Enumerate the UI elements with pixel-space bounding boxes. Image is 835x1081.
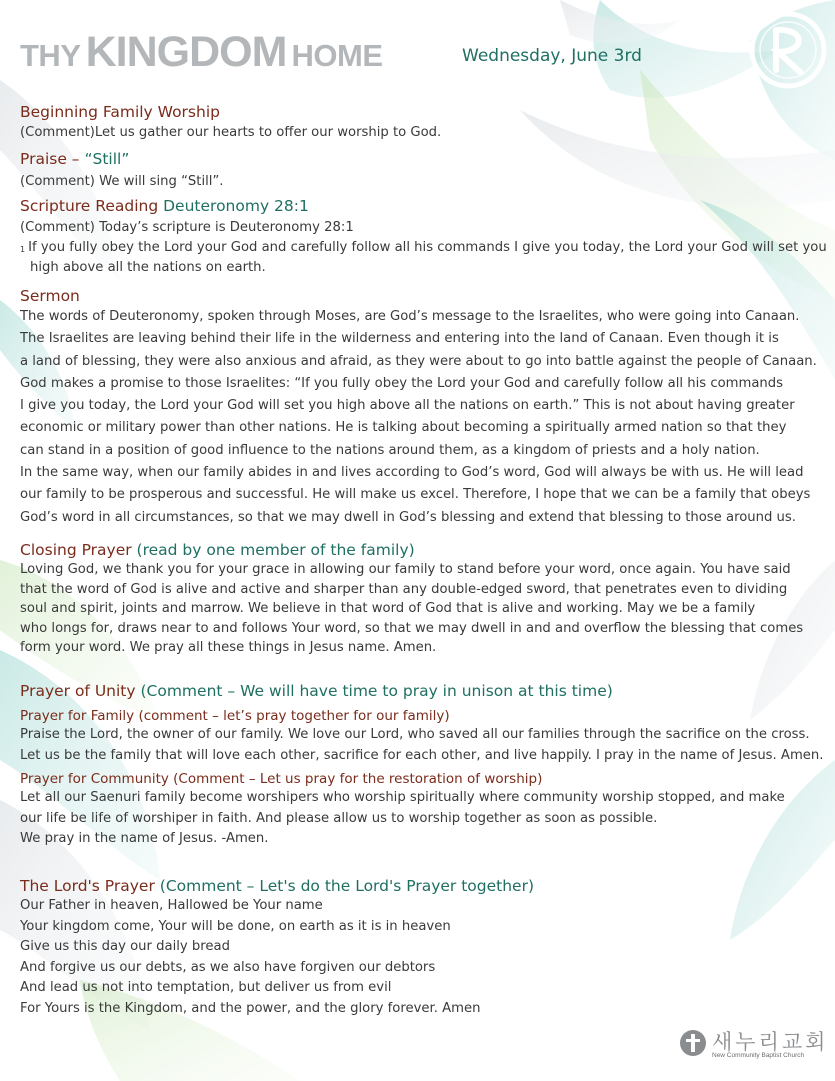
family-prayer-line: Praise the Lord, the owner of our family. We love our Lord, who saved all our families through the sacrifice on the cross. [20,727,810,742]
praise-song-title: “Still” [84,150,130,168]
lords-prayer-line: And forgive us our debts, as we also have forgiven our debtors [20,959,436,975]
community-prayer-line: We pray in the name of Jesus. -Amen. [20,831,269,846]
sermon-heading: Sermon [20,287,80,305]
lords-prayer-line: And lead us not into temptation, but deliver us from evil [20,980,392,995]
sermon-line: The Israelites are leaving behind their life in the wilderness and entering into the land of Canaan. Even though it is [20,331,779,347]
family-prayer-body [20,725,828,766]
lords-prayer-heading [20,876,828,896]
sermon-line: our family to be prosperous and successful. He will make us excel. Therefore, I hope that we can be a family that obeys [20,487,811,503]
scripture-reference: Deuteronomy 28:1 [163,197,309,215]
sermon-line: In the same way, when our family abides in and lives according to God’s word, God will always be with us. He will lead [20,465,804,481]
lords-prayer-line: Give us this day our daily bread [20,939,231,954]
church-name-korean: 새누리교회 [712,1030,829,1054]
sermon-line: can stand in a position of good influence to the nations around them, as a kingdom of priests and a holy nation. [20,442,760,458]
lords-prayer-body [20,896,828,1019]
title-kingdom: KINGDOM [85,28,287,76]
lords-prayer-line: For Yours is the Kingdom, and the power, and the glory forever. Amen [20,1000,481,1016]
family-prayer-line: Let us be the family that will love each other, sacrifice for each other, and live happily. I pray in the name of Jesus. Amen. [20,747,824,763]
unity-note: (Comment – We will have time to pray in unison at this time) [140,682,613,700]
section-sermon [20,286,828,529]
unity-heading [20,681,828,701]
title-thy: THY [20,38,81,73]
scripture-heading [20,196,828,216]
unity-heading-label: Prayer of Unity [20,682,141,700]
family-prayer-heading: Prayer for Family (comment – let’s pray together for our family) [20,708,450,724]
page-title [20,28,383,77]
community-prayer-body [20,788,828,850]
closing-line: soul and spirit, joints and marrow. We believe in that word of God that is alive and working. May we be a family [20,601,756,617]
sermon-line: God’s word in all circumstances, so that we may dwell in God’s blessing and extend that blessing to those around us. [20,509,796,525]
scripture-verse [20,238,835,278]
praise-heading-label: Praise – [20,150,85,168]
church-logo [678,1026,830,1066]
scripture-comment: (Comment) Today’s scripture is Deuteronomy 28:1 [20,220,354,235]
community-prayer-line: our life be life of worshiper in faith. And please allow us to worship together as soon as possible. [20,810,658,826]
section-beginning [20,102,828,143]
title-home: HOME [291,38,383,73]
scripture-heading-label: Scripture Reading [20,197,164,215]
section-prayer-of-unity [20,681,828,850]
section-scripture [20,196,828,278]
section-lords-prayer [20,876,828,1019]
praise-heading [20,149,828,169]
lords-prayer-heading-label: The Lord's Prayer [20,877,160,895]
lords-prayer-line: Your kingdom come, Your will be done, on earth as it is in heaven [20,918,451,934]
section-closing-prayer [20,540,828,658]
community-prayer-heading: Prayer for Community (Comment – Let us pray for the restoration of worship) [20,771,543,787]
closing-line: form your word. We pray all these things in Jesus name. Amen. [20,640,437,656]
sermon-line: I give you today, the Lord your God will set you high above all the nations on earth.” This is not about having greater [20,398,795,414]
praise-comment: (Comment) We will sing “Still”. [20,174,224,189]
sermon-body [20,306,828,529]
beginning-heading: Beginning Family Worship [20,103,220,121]
thy-kingdom-home-logo-icon [746,8,830,92]
sermon-line: God makes a promise to those Israelites: “If you fully obey the Lord your God and carefully follow all his commands [20,375,784,391]
lords-prayer-line: Our Father in heaven, Hallowed be Your name [20,898,323,913]
closing-note: (read by one member of the family) [136,541,415,559]
verse-number: 1 [20,245,26,255]
sermon-line: a land of blessing, they were also anxious and afraid, as they were about to go into battle against the people of Canaan. [20,353,817,369]
church-name-english: New Community Baptist Church [712,1052,805,1059]
closing-heading-label: Closing Prayer [20,541,137,559]
sermon-line: The words of Deuteronomy, spoken through Moses, are God’s message to the Israelites, who were going into Canaan. [20,309,800,324]
verse-text: If you fully obey the Lord your God and carefully follow all his commands I give you today, the Lord your God will set you high above all the nations on earth. [28,240,827,276]
date-label: Wednesday, June 3rd [462,46,642,66]
church-mark-icon [678,1028,708,1058]
beginning-comment: (Comment)Let us gather our hearts to offer our worship to God. [20,125,442,140]
closing-line: that the word of God is alive and active and sharper than any double-edged sword, that penetrates even to dividing [20,581,788,597]
closing-body [20,560,828,658]
closing-heading [20,540,828,560]
lords-prayer-note: (Comment – Let's do the Lord's Prayer together) [159,877,535,895]
sermon-line: economic or military power than other nations. He is talking about becoming a spiritually armed nation so that they [20,420,787,436]
closing-line: Loving God, we thank you for your grace in allowing our family to stand before your word, once again. You have said [20,562,791,577]
closing-line: who longs for, draws near to and follows Your word, so that we may dwell in and and overflow the blessing that comes [20,620,804,636]
community-prayer-line: Let all our Saenuri family become worshipers who worship spiritually where community worship stopped, and make [20,790,785,805]
section-praise [20,149,828,192]
